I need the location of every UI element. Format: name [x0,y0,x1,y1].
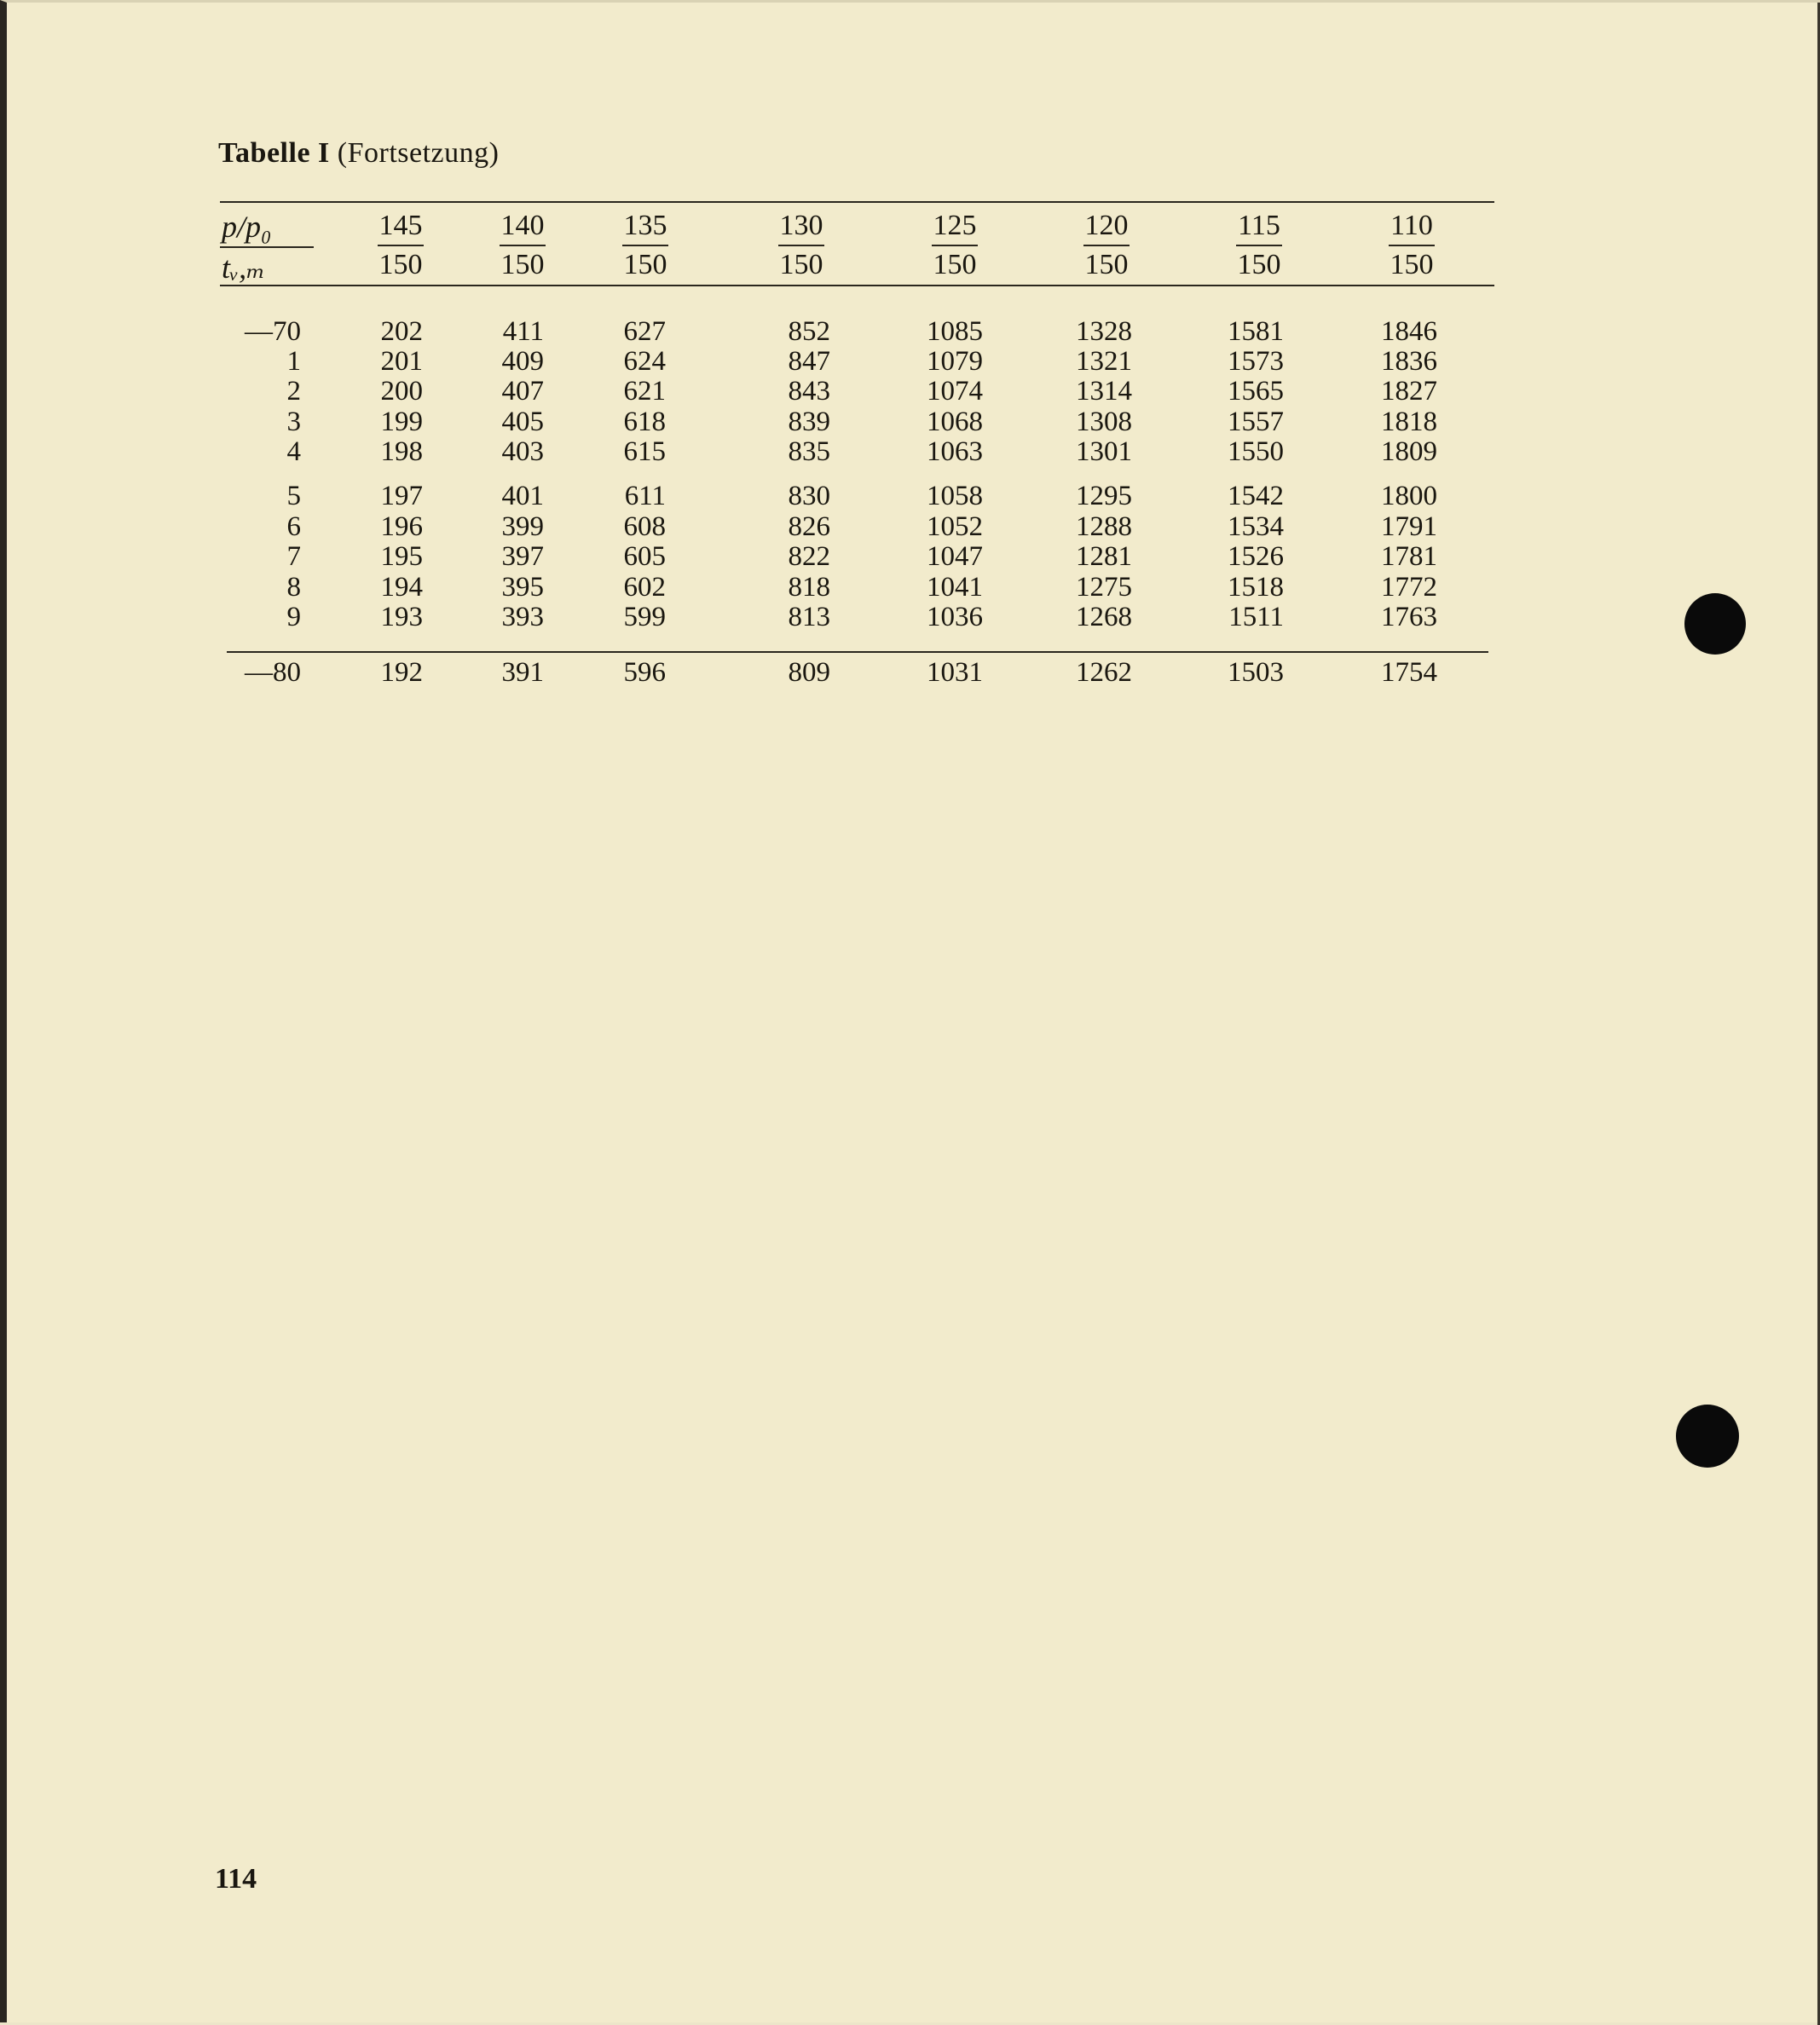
value-cell: 1068 [927,407,983,437]
value-cell: 1846 [1381,316,1437,347]
value-cell: 397 [501,541,544,572]
value-cell: 401 [501,481,544,511]
header-numerator: 110 [1390,210,1433,241]
header-numerator: 115 [1238,210,1280,241]
header-denominator: 150 [1084,249,1129,280]
value-cell: 843 [788,376,830,407]
header-column-fraction [1208,209,1310,282]
header-denominator: 150 [378,249,423,280]
header-numerator: 120 [1084,210,1129,241]
value-cell: 399 [501,511,544,542]
value-cell: 1763 [1381,602,1437,632]
value-cell: 830 [788,481,830,511]
value-cell: 1518 [1228,572,1284,603]
temperature-cell: 7 [286,541,301,572]
table-row [7,407,1820,437]
header-temperature-label: tᵥ,ₘ [222,251,266,285]
value-cell: 835 [788,436,830,467]
value-cell: 1074 [927,376,983,407]
value-cell: 1321 [1076,346,1132,377]
value-cell: 1526 [1228,541,1284,572]
temperature-cell: 5 [286,481,301,511]
value-cell: 1031 [927,657,983,688]
value-cell: 1511 [1228,602,1284,632]
value-cell: 1328 [1076,316,1132,347]
value-cell: 197 [380,481,423,511]
table-row [7,316,1820,347]
value-cell: 839 [788,407,830,437]
value-cell: 195 [380,541,423,572]
value-cell: 1550 [1228,436,1284,467]
value-cell: 1772 [1381,572,1437,603]
value-cell: 391 [501,657,544,688]
table-row [7,346,1820,377]
value-cell: 826 [788,511,830,542]
value-cell: 1557 [1228,407,1284,437]
table-row [7,511,1820,542]
value-cell: 192 [380,657,423,688]
temperature-cell: —80 [245,657,301,688]
value-cell: 1295 [1076,481,1132,511]
value-cell: 1573 [1228,346,1284,377]
value-cell: 1063 [927,436,983,467]
value-cell: 1301 [1076,436,1132,467]
value-cell: 393 [501,602,544,632]
value-cell: 1754 [1381,657,1437,688]
fraction-bar [778,245,824,246]
value-cell: 621 [623,376,666,407]
table-header-rule [220,285,1494,286]
value-cell: 1542 [1228,481,1284,511]
temperature-cell: 3 [286,407,301,437]
header-column-fraction [594,209,696,282]
header-denominator: 150 [779,249,823,280]
value-cell: 1809 [1381,436,1437,467]
value-cell: 1818 [1381,407,1437,437]
header-denominator: 150 [623,249,667,280]
value-cell: 611 [624,481,666,511]
temperature-cell: 2 [286,376,301,407]
value-cell: 1275 [1076,572,1132,603]
value-cell: 852 [788,316,830,347]
table-row [7,541,1820,572]
value-cell: 822 [788,541,830,572]
header-numerator: 130 [779,210,823,241]
header-column-fraction [1361,209,1463,282]
header-column-fraction [904,209,1006,282]
header-numerator: 140 [500,210,545,241]
value-cell: 618 [623,407,666,437]
value-cell: 1308 [1076,407,1132,437]
value-cell: 201 [380,346,423,377]
header-denominator: 150 [500,249,545,280]
value-cell: 1581 [1228,316,1284,347]
value-cell: 599 [623,602,666,632]
value-cell: 1085 [927,316,983,347]
value-cell: 1534 [1228,511,1284,542]
value-cell: 1268 [1076,602,1132,632]
value-cell: 605 [623,541,666,572]
value-cell: 1262 [1076,657,1132,688]
value-cell: 199 [380,407,423,437]
value-cell: 194 [380,572,423,603]
value-cell: 403 [501,436,544,467]
value-cell: 1052 [927,511,983,542]
value-cell: 1036 [927,602,983,632]
value-cell: 627 [623,316,666,347]
value-cell: 1047 [927,541,983,572]
header-numerator: 125 [933,210,977,241]
value-cell: 193 [380,602,423,632]
header-numerator: 135 [623,210,667,241]
header-column-fraction [750,209,852,282]
fraction-bar [1236,245,1282,246]
temperature-cell: 4 [286,436,301,467]
value-cell: 596 [623,657,666,688]
header-column-fraction [471,209,574,282]
fraction-bar [1083,245,1130,246]
value-cell: 1314 [1076,376,1132,407]
table-row [7,376,1820,407]
header-pressure-ratio-label: p/p₀ [222,210,272,244]
header-denominator: 150 [933,249,977,280]
header-column-fraction [350,209,452,282]
header-denominator: 150 [1237,249,1281,280]
header-label-rule [220,246,314,248]
table-title-continuation: (Fortsetzung) [337,137,500,169]
table-top-rule [220,201,1494,203]
value-cell: 407 [501,376,544,407]
value-cell: 405 [501,407,544,437]
table-title-bold: Tabelle I [218,137,330,169]
table-section-rule [227,651,1488,653]
punch-hole [1676,1405,1739,1468]
value-cell: 1288 [1076,511,1132,542]
table-row [7,572,1820,603]
value-cell: 615 [623,436,666,467]
value-cell: 1781 [1381,541,1437,572]
temperature-cell: 8 [286,572,301,603]
value-cell: 409 [501,346,544,377]
value-cell: 1800 [1381,481,1437,511]
value-cell: 196 [380,511,423,542]
value-cell: 847 [788,346,830,377]
value-cell: 1058 [927,481,983,511]
value-cell: 1836 [1381,346,1437,377]
fraction-bar [932,245,978,246]
value-cell: 1827 [1381,376,1437,407]
temperature-cell: 9 [286,602,301,632]
value-cell: 411 [502,316,544,347]
value-cell: 1041 [927,572,983,603]
value-cell: 198 [380,436,423,467]
table-row [7,481,1820,511]
table-row [7,657,1820,688]
fraction-bar [500,245,546,246]
punch-hole [1684,593,1746,655]
value-cell: 818 [788,572,830,603]
fraction-bar [1389,245,1435,246]
value-cell: 1791 [1381,511,1437,542]
page-number: 114 [215,1863,257,1895]
value-cell: 608 [623,511,666,542]
fraction-bar [378,245,424,246]
value-cell: 813 [788,602,830,632]
table-row [7,436,1820,467]
fraction-bar [622,245,668,246]
table-row [7,602,1820,632]
value-cell: 200 [380,376,423,407]
value-cell: 1281 [1076,541,1132,572]
temperature-cell: 1 [286,346,301,377]
value-cell: 624 [623,346,666,377]
value-cell: 602 [623,572,666,603]
table-title [218,137,499,170]
value-cell: 809 [788,657,830,688]
value-cell: 1565 [1228,376,1284,407]
value-cell: 1503 [1228,657,1284,688]
temperature-cell: —70 [245,316,301,347]
temperature-cell: 6 [286,511,301,542]
header-numerator: 145 [378,210,423,241]
header-denominator: 150 [1390,249,1434,280]
header-column-fraction [1055,209,1158,282]
value-cell: 1079 [927,346,983,377]
value-cell: 202 [380,316,423,347]
value-cell: 395 [501,572,544,603]
